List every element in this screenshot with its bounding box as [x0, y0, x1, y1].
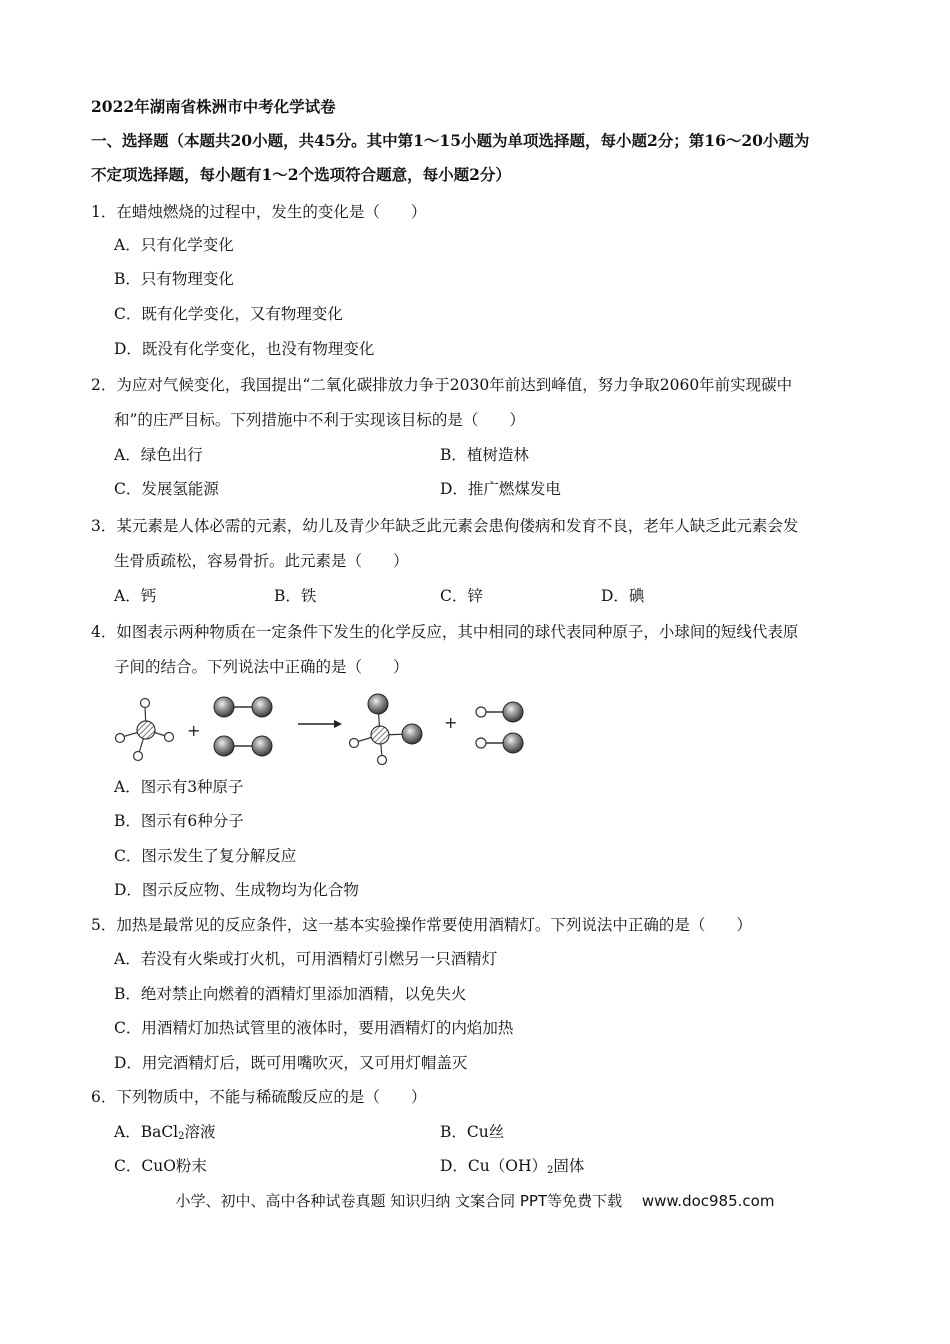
question-2-option-b: B．植树造林 [440, 446, 529, 464]
reactant-molecule-1 [116, 699, 174, 761]
section-heading-line-2: 不定项选择题，每小题有1～2个选项符合题意，每小题2分） [91, 165, 511, 184]
question-2-stem-line-2: 和”的庄严目标。下列措施中不利于实现该目标的是（ ） [114, 411, 525, 429]
small-white-atom [116, 734, 125, 743]
page-title: 2022年湖南省株洲市中考化学试卷 [91, 97, 336, 116]
question-2-option-d: D．推广燃煤发电 [440, 480, 561, 498]
question-4-stem-line-2: 子间的结合。下列说法中正确的是（ ） [114, 658, 409, 676]
question-5-option-b: B．绝对禁止向燃着的酒精灯里添加酒精，以免失火 [114, 985, 467, 1003]
question-6-stem: 6．下列物质中，不能与稀硫酸反应的是（ ） [91, 1088, 427, 1106]
question-1-stem: 1．在蜡烛燃烧的过程中，发生的变化是（ ） [91, 203, 427, 221]
question-1-option-d: D．既没有化学变化，也没有物理变化 [114, 340, 375, 358]
question-5-option-c: C．用酒精灯加热试管里的液体时，要用酒精灯的内焰加热 [114, 1019, 514, 1037]
question-6-option-a: A．BaCl$_2$溶液 [114, 1123, 216, 1142]
question-2-stem-line-1: 2．为应对气候变化，我国提出“二氧化碳排放力争于2030年前达到峰值，努力争取2060年前实现碳中 [91, 376, 793, 394]
page-footer: 小学、初中、高中各种试卷真题 知识归纳 文案合同 PPT等免费下载 www.doc985.com [175, 1192, 775, 1210]
reactant-molecule-2 [214, 697, 272, 756]
question-3-option-b: B．铁 [274, 587, 317, 605]
product-molecule-1 [350, 694, 423, 765]
section-heading-line-1: 一、选择题（本题共20小题，共45分。其中第1～15小题为单项选择题，每小题2分；第16～20小题为 [91, 131, 810, 150]
question-2-option-a: A．绿色出行 [114, 446, 203, 464]
product-molecule-2 [476, 702, 523, 753]
question-4-option-c: C．图示发生了复分解反应 [114, 847, 297, 865]
question-6-option-b: B．Cu丝 [440, 1123, 505, 1141]
small-white-atom [141, 699, 150, 708]
question-3-option-d: D．碘 [601, 587, 645, 605]
question-2-option-c: C．发展氢能源 [114, 480, 219, 498]
question-6-option-d: D．$Cu(OH)_2$固体 [440, 1157, 585, 1176]
question-4-option-b: B．图示有6种分子 [114, 812, 244, 830]
question-3-option-a: A．钙 [114, 587, 157, 605]
small-white-atom [134, 752, 143, 761]
question-1-option-a: A．只有化学变化 [114, 236, 234, 254]
question-1-option-c: C．既有化学变化，又有物理变化 [114, 305, 343, 323]
question-3-stem-line-1: 3．某元素是人体必需的元素，幼儿及青少年缺乏此元素会患佝偻病和发育不良，老年人缺乏此元素会发 [91, 517, 799, 535]
reaction-diagram [110, 690, 540, 765]
reaction-arrow [298, 720, 342, 728]
question-4-option-a: A．图示有3种原子 [114, 778, 244, 796]
question-5-option-d: D．用完酒精灯后，既可用嘴吹灭，又可用灯帽盖灭 [114, 1054, 468, 1072]
question-5-stem: 5．加热是最常见的反应条件，这一基本实验操作常要使用酒精灯。下列说法中正确的是（ ） [91, 916, 752, 934]
plus-sign-1: + [187, 721, 201, 740]
question-1-option-b: B．只有物理变化 [114, 270, 234, 288]
small-white-atom [165, 733, 174, 742]
plus-sign-2: + [444, 713, 458, 732]
question-4-option-d: D．图示反应物、生成物均为化合物 [114, 881, 359, 899]
question-5-option-a: A．若没有火柴或打火机，可用酒精灯引燃另一只酒精灯 [114, 950, 498, 968]
question-3-option-c: C．锌 [440, 587, 483, 605]
hatched-atom [137, 721, 155, 739]
question-6-option-c: C．CuO粉末 [114, 1157, 207, 1175]
question-3-stem-line-2: 生骨质疏松，容易骨折。此元素是（ ） [114, 552, 409, 570]
question-4-stem-line-1: 4．如图表示两种物质在一定条件下发生的化学反应，其中相同的球代表同种原子，小球间的短线代表原 [91, 623, 799, 641]
